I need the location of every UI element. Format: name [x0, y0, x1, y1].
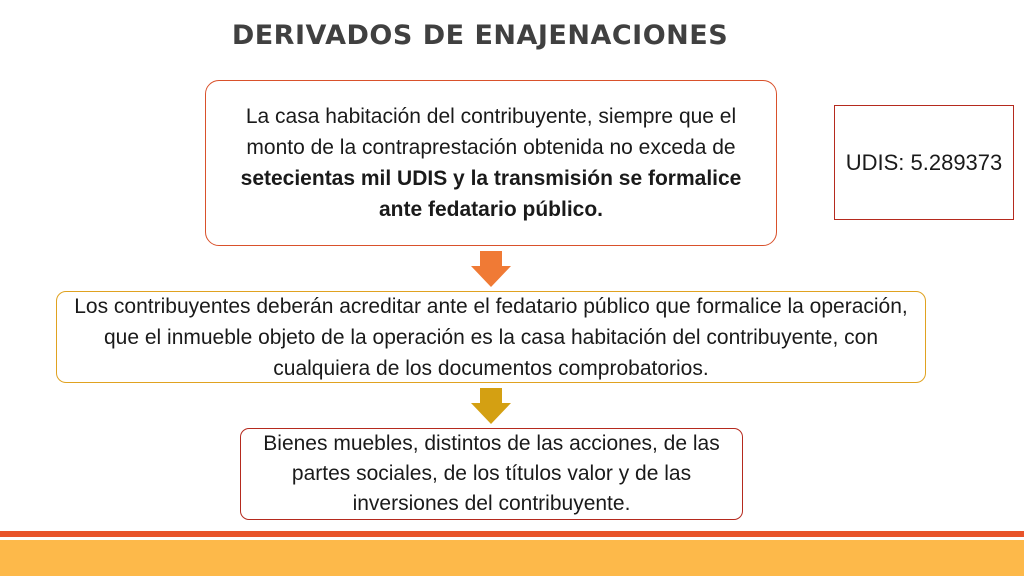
- requirement-text: Los contribuyentes deberán acreditar ante el fedatario público que formalice la operación, que el inmueble objeto de la operación es la casa habitación del contribuyente, con cualquiera de los documentos comprobatorios.: [74, 294, 908, 380]
- condition-text-regular: La casa habitación del contribuyente, siempre que el monto de la contraprestación obtenida no exceda de: [245, 105, 737, 159]
- page-title: DERIVADOS DE ENAJENACIONES: [231, 20, 729, 51]
- condition-text: [230, 101, 752, 225]
- movable-goods-text: Bienes muebles, distintos de las acciones, de las partes sociales, de los títulos valor y de las inversiones del contribuyente.: [263, 432, 720, 515]
- condition-box: [205, 80, 777, 246]
- movable-goods-box: [240, 428, 743, 520]
- requirement-box: [56, 291, 926, 383]
- footer-band: [0, 540, 1024, 576]
- udis-box: [834, 105, 1014, 220]
- udis-value: UDIS: 5.289373: [845, 149, 1003, 175]
- down-arrow-icon: [471, 388, 511, 424]
- down-arrow-icon: [471, 251, 511, 287]
- condition-text-bold: setecientas mil UDIS y la transmisión se formalice ante fedatario público.: [240, 167, 742, 221]
- footer-stripe: [0, 531, 1024, 537]
